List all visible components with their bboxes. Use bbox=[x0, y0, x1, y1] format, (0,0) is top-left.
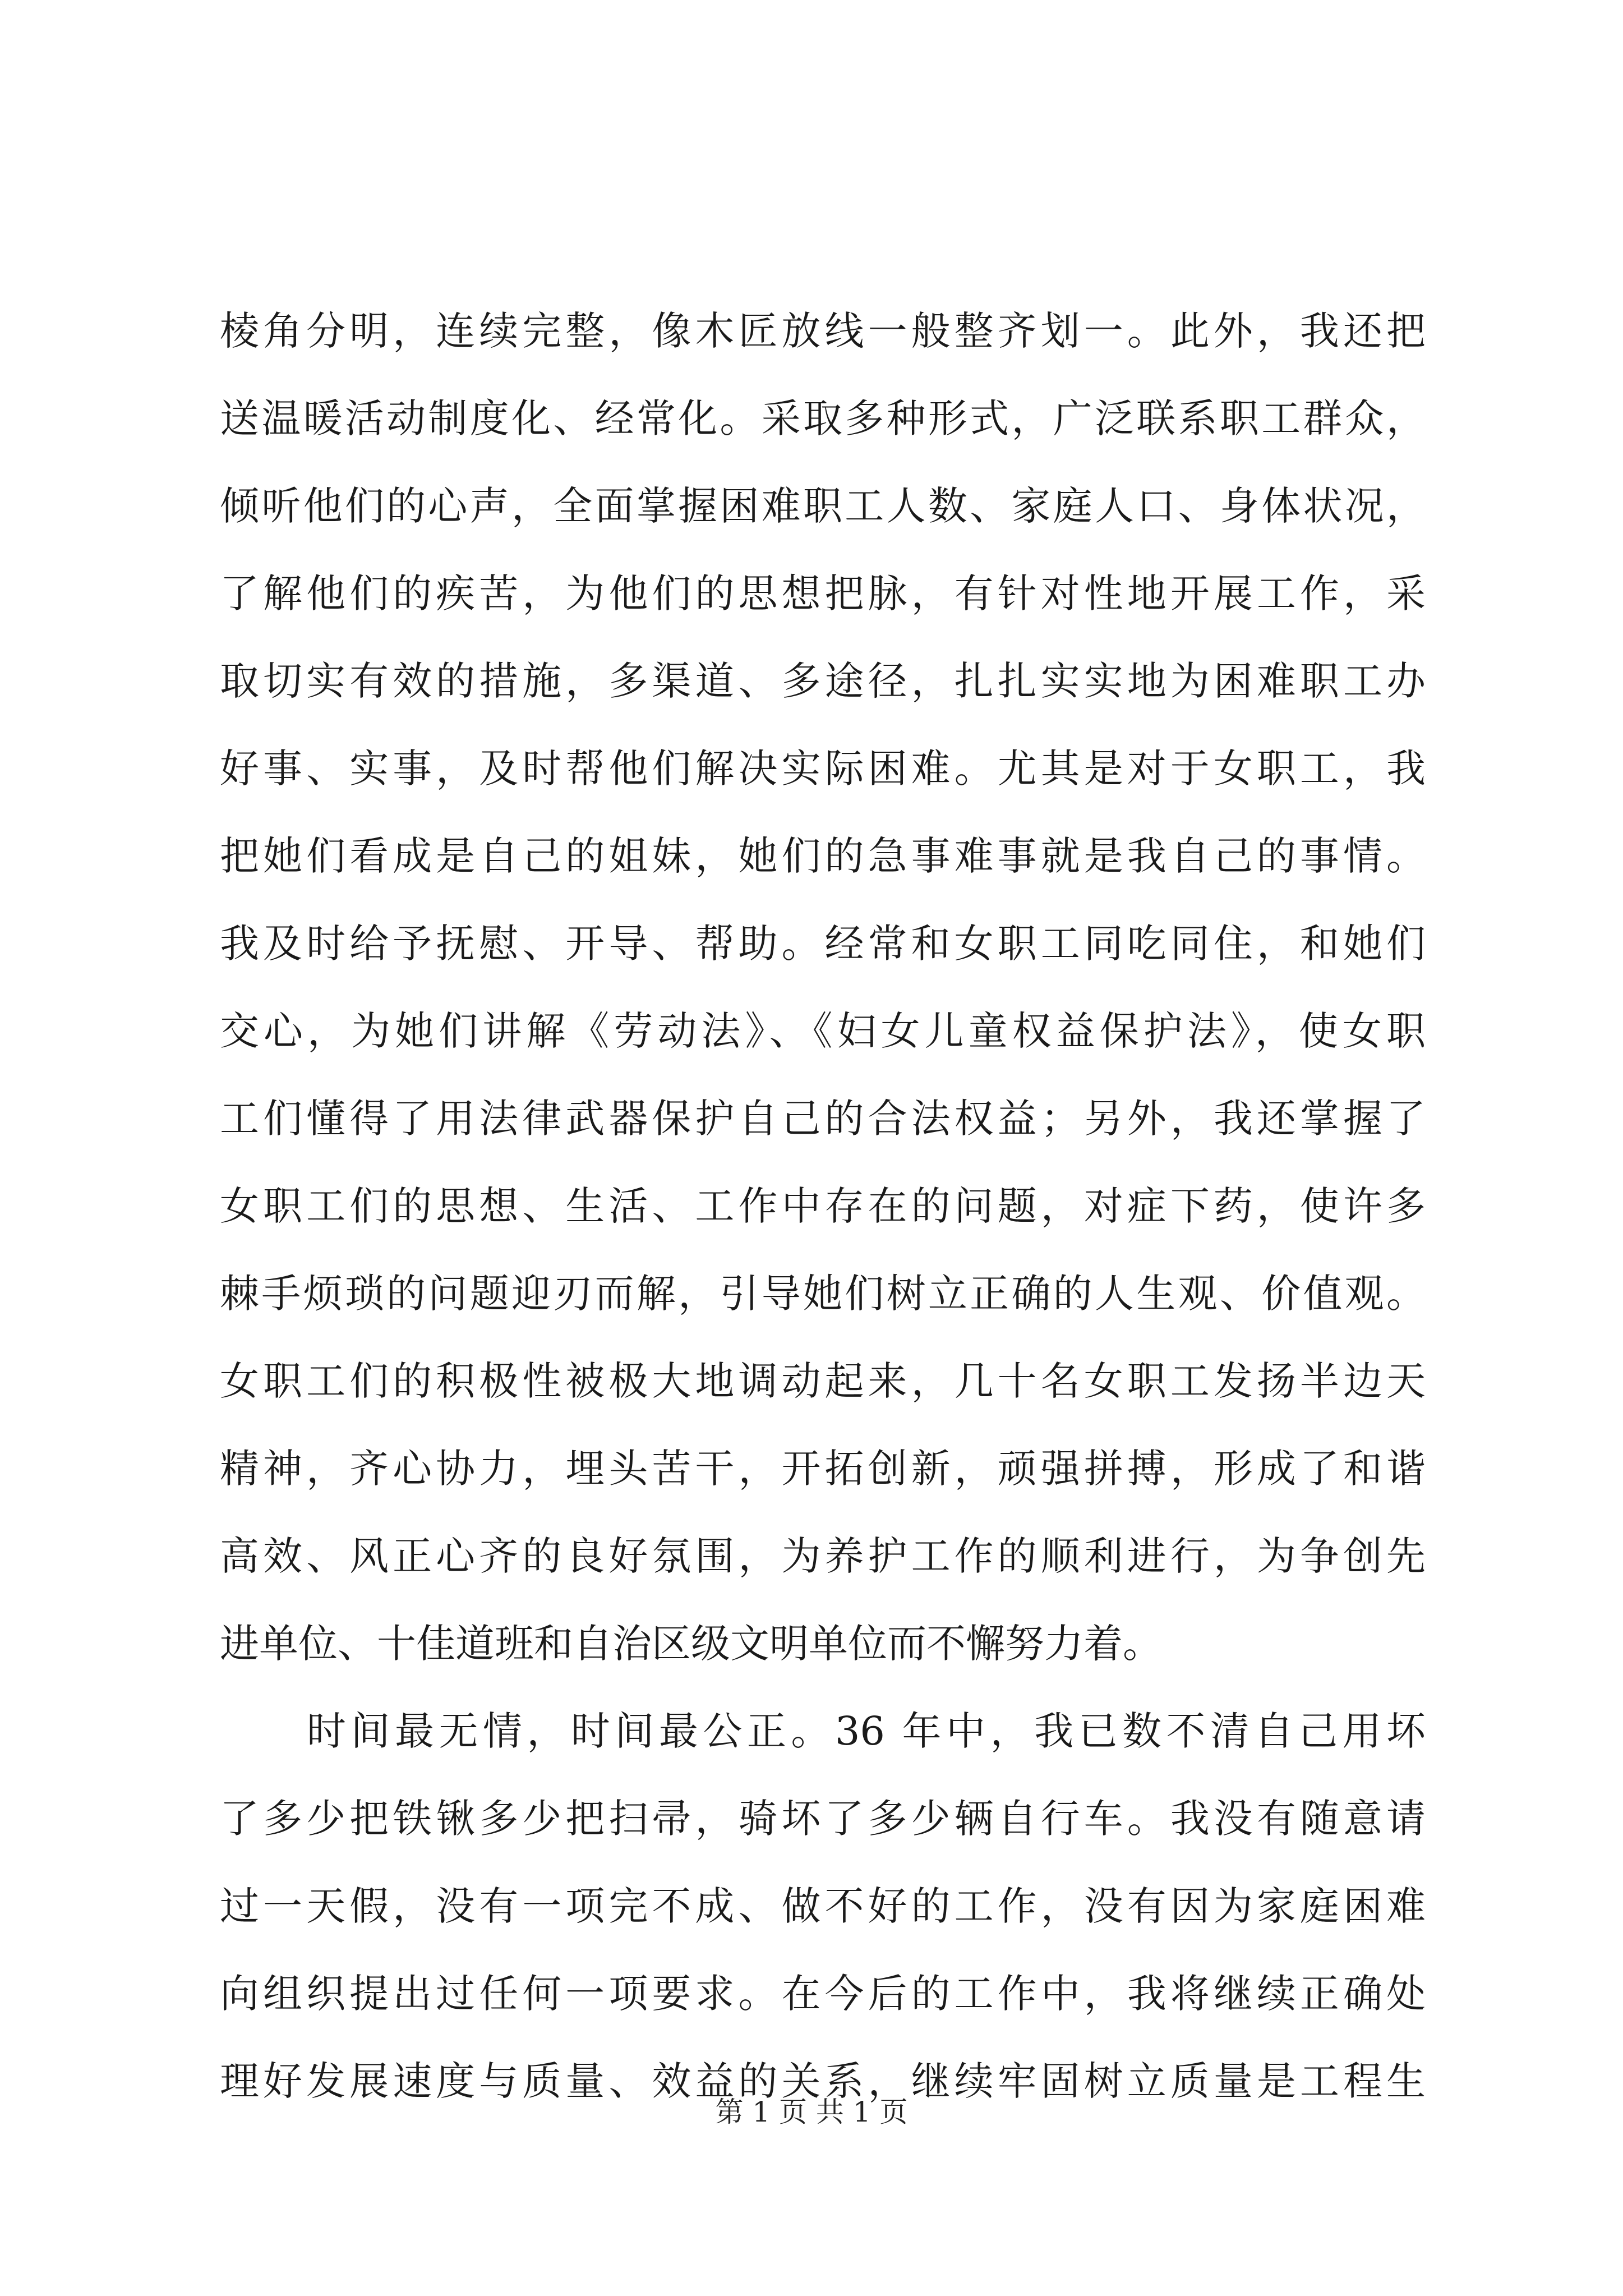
paragraph-2-line-5: 理好发展速度与质量、效益的关系，继续牢固树立质量是工程生 bbox=[220, 2058, 1426, 2104]
paragraph-1-line-8: 我及时给予抚慰、开导、帮助。经常和女职工同吃同住，和她们 bbox=[220, 921, 1426, 967]
paragraph-1-line-14: 精神，齐心协力，埋头苦干，开拓创新，顽强拼搏，形成了和谐 bbox=[220, 1446, 1426, 1492]
paragraph-2-line-4: 向组织提出过任何一项要求。在今后的工作中，我将继续正确处 bbox=[220, 1971, 1426, 2017]
page-footer bbox=[0, 2092, 1623, 2132]
paragraph-1-line-16: 进单位、十佳道班和自治区级文明单位而不懈努力着。 bbox=[220, 1621, 1162, 1667]
paragraph-2-line-2: 了多少把铁锹多少把扫帚，骑坏了多少辆自行车。我没有随意请 bbox=[220, 1796, 1426, 1842]
page-number-label: 第 1 页 共 1 页 bbox=[715, 2096, 908, 2128]
paragraph-1-line-15: 高效、风正心齐的良好氛围，为养护工作的顺利进行，为争创先 bbox=[220, 1533, 1426, 1579]
paragraph-1-line-5: 取切实有效的措施，多渠道、多途径，扎扎实实地为困难职工办 bbox=[220, 658, 1426, 704]
paragraph-1-line-6: 好事、实事，及时帮他们解决实际困难。尤其是对于女职工，我 bbox=[220, 746, 1426, 792]
paragraph-1-line-1: 棱角分明，连续完整，像木匠放线一般整齐划一。此外，我还把 bbox=[220, 308, 1426, 354]
paragraph-1-line-9: 交心，为她们讲解《劳动法》、《妇女儿童权益保护法》，使女职 bbox=[220, 1008, 1426, 1054]
paragraph-1-line-4: 了解他们的疾苦，为他们的思想把脉，有针对性地开展工作，采 bbox=[220, 570, 1426, 616]
paragraph-2-line-1: 时间最无情，时间最公正。36 年中，我已数不清自己用坏 bbox=[307, 1708, 1426, 1754]
paragraph-1-line-11: 女职工们的思想、生活、工作中存在的问题，对症下药，使许多 bbox=[220, 1183, 1426, 1229]
paragraph-1-line-3: 倾听他们的心声，全面掌握困难职工人数、家庭人口、身体状况， bbox=[220, 483, 1426, 529]
paragraph-1-line-10: 工们懂得了用法律武器保护自己的合法权益；另外，我还掌握了 bbox=[220, 1096, 1426, 1142]
paragraph-1-line-7: 把她们看成是自己的姐妹，她们的急事难事就是我自己的事情。 bbox=[220, 833, 1426, 879]
body-text bbox=[220, 287, 1426, 2125]
paragraph-1-line-2: 送温暖活动制度化、经常化。采取多种形式，广泛联系职工群众， bbox=[220, 395, 1426, 441]
paragraph-1-line-12: 棘手烦琐的问题迎刃而解，引导她们树立正确的人生观、价值观。 bbox=[220, 1271, 1426, 1317]
paragraph-2-line-3: 过一天假，没有一项完不成、做不好的工作，没有因为家庭困难 bbox=[220, 1883, 1426, 1929]
paragraph-1-line-13: 女职工们的积极性被极大地调动起来，几十名女职工发扬半边天 bbox=[220, 1358, 1426, 1404]
